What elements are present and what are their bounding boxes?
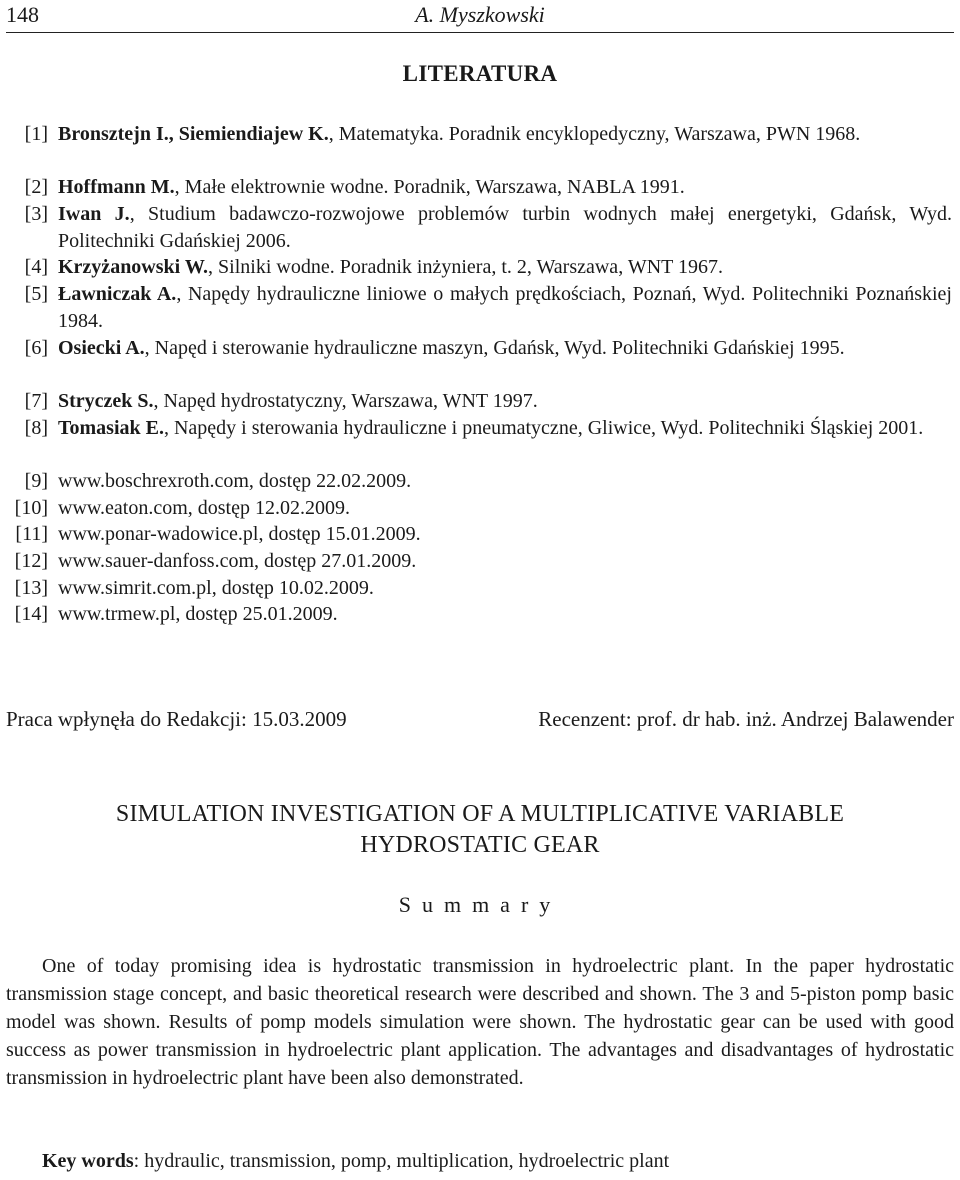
reference-number: [9] <box>24 470 48 493</box>
reference-text: , Silniki wodne. Poradnik inżyniera, t. 2, Warszawa, WNT 1967. <box>208 256 724 279</box>
references-title: LITERATURA <box>402 61 558 86</box>
abstract-text: One of today promising idea is hydrostatic transmission in hydroelectric plant. In the paper hydrostatic transmission stage concept, and basic theoretical research were described and shown. The 3 and 5-piston pomp basic model was shown. Results of pomp models simulation were shown. The hydrostatic gear can be used with good success as power transmission in hydroelectric plant application. The advantages and disadvantages of hydrostatic transmission in hydroelectric plant have been also demonstrated. <box>6 955 954 1089</box>
reference-author: Hoffmann M. <box>58 176 175 199</box>
reference-item <box>0 415 960 468</box>
reference-body <box>58 281 952 334</box>
reference-body <box>58 121 952 148</box>
reference-body <box>58 388 952 415</box>
reference-number: [12] <box>14 550 48 573</box>
english-title-line: SIMULATION INVESTIGATION OF A MULTIPLICATIVE VARIABLE <box>115 801 845 827</box>
keywords-text: : hydraulic, transmission, pomp, multiplication, hydroelectric plant <box>133 1150 670 1172</box>
reference-item <box>0 575 960 602</box>
reference-body <box>58 174 952 201</box>
reference-number: [14] <box>14 603 48 626</box>
reference-text: , Napędy i sterowania hydrauliczne i pneumatyczne, Gliwice, Wyd. Politechniki Śląskiej 2001. <box>163 416 924 439</box>
reference-list <box>0 121 960 628</box>
running-header-author: A. Myszkowski <box>415 2 545 27</box>
reference-number: [2] <box>24 176 48 199</box>
reference-number: [4] <box>24 256 48 279</box>
reference-author: Ławniczak A. <box>58 283 177 306</box>
reference-item <box>0 468 960 495</box>
reference-link[interactable]: www.boschrexroth.com, dostęp 22.02.2009. <box>58 470 412 493</box>
keywords <box>42 1150 954 1173</box>
reviewer-note: Recenzent: prof. dr hab. inż. Andrzej Balawender <box>538 707 954 731</box>
reference-item <box>0 495 960 522</box>
reference-number: [5] <box>24 283 48 306</box>
running-header <box>6 0 954 33</box>
reference-body <box>58 335 952 362</box>
reference-author: Osiecki A. <box>58 336 145 359</box>
english-title-line: HYDROSTATIC GEAR <box>360 832 600 858</box>
reference-number: [1] <box>24 123 48 145</box>
received-date-note: Praca wpłynęła do Redakcji: 15.03.2009 <box>6 707 347 731</box>
reference-body <box>58 575 952 602</box>
reference-number: [8] <box>24 416 48 439</box>
reference-body <box>58 254 952 281</box>
reference-number: [11] <box>15 523 48 546</box>
reference-item <box>0 121 960 174</box>
reference-text: , Studium badawczo-rozwojowe problemów turbin wodnych małej energetyki, Gdańsk, Wyd. Politechniki Gdańskiej 2006. <box>58 203 952 252</box>
reference-body <box>58 548 952 575</box>
reference-link[interactable]: www.trmew.pl, dostęp 25.01.2009. <box>58 603 338 626</box>
reference-item <box>0 281 960 334</box>
reference-body <box>58 521 952 548</box>
page-number: 148 <box>6 2 39 27</box>
reference-text: , Napęd i sterowanie hydrauliczne maszyn, Gdańsk, Wyd. Politechniki Gdańskiej 1995. <box>144 336 845 359</box>
reference-author: Iwan J. <box>58 203 130 226</box>
reference-item <box>0 601 960 628</box>
reference-author: Tomasiak E. <box>58 416 164 439</box>
reference-body <box>58 495 952 522</box>
reference-body <box>58 468 952 495</box>
reference-link[interactable]: www.eaton.com, dostęp 12.02.2009. <box>58 496 350 519</box>
reference-author: Krzyżanowski W. <box>58 256 209 279</box>
reference-text: , Napęd hydrostatyczny, Warszawa, WNT 1997. <box>153 389 538 412</box>
reference-author: Stryczek S. <box>58 389 154 412</box>
reference-item <box>0 174 960 201</box>
reference-item <box>0 201 960 254</box>
summary-heading: Summary <box>398 892 562 917</box>
reference-text: , Napędy hydrauliczne liniowe o małych prędkościach, Poznań, Wyd. Politechniki Poznańskiej 1984. <box>58 283 952 332</box>
reference-item <box>0 254 960 281</box>
english-title <box>0 799 960 861</box>
reference-item <box>0 388 960 415</box>
reference-text: , Matematyka. Poradnik encyklopedyczny, Warszawa, PWN 1968. <box>328 123 861 145</box>
reference-body <box>58 201 952 254</box>
reference-number: [3] <box>24 203 48 226</box>
reference-item <box>0 548 960 575</box>
reference-number: [13] <box>14 576 48 599</box>
keywords-label: Key words <box>42 1150 134 1172</box>
reference-link[interactable]: www.sauer-danfoss.com, dostęp 27.01.2009. <box>58 550 417 573</box>
reference-text: , Małe elektrownie wodne. Poradnik, Warszawa, NABLA 1991. <box>174 176 685 199</box>
reference-link[interactable]: www.simrit.com.pl, dostęp 10.02.2009. <box>58 576 374 599</box>
reference-number: [7] <box>24 389 48 412</box>
reference-number: [6] <box>24 336 48 359</box>
reference-number: [10] <box>14 496 48 519</box>
reference-link[interactable]: www.ponar-wadowice.pl, dostęp 15.01.2009. <box>58 523 421 546</box>
reference-item <box>0 335 960 388</box>
reference-author: Bronsztejn I., Siemiendiajew K. <box>58 123 329 145</box>
reference-item <box>0 521 960 548</box>
reference-body <box>58 601 952 628</box>
reference-body <box>58 415 952 442</box>
